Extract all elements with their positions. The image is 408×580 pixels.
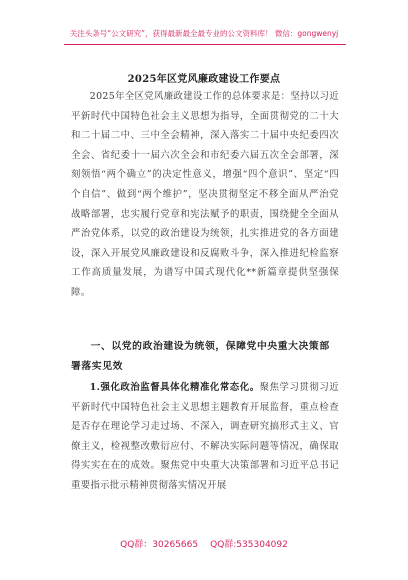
- subsection-paragraph: [71, 378, 339, 496]
- section-heading: 一、以党的政治建设为统领，保障党中央重大决策部署落实见效: [71, 341, 330, 372]
- document-title: 2025年区党风廉政建设工作要点: [127, 74, 281, 85]
- subsection-body: 聚焦学习贯彻习近平新时代中国特色社会主义思想主题教育开展监督，重点检查是否存在理论学习走过场、不深入，调查研究搞形式主义、官僚主义，检视整改敷衍应付、不解决实际问题等情况，确保取得实实在在的成效。聚焦党中央重大决策部署和习近平总书记重要指示批示精神贯彻落实情况开展: [71, 382, 339, 491]
- subsection-lead: 1.强化政治监督具体化精准化常态化。: [89, 382, 260, 393]
- footer-qq-group-2: QQ群:535304092: [210, 540, 288, 550]
- footer-qq-group-1: QQ群：30265665: [120, 540, 199, 550]
- footer-contact: [0, 537, 408, 550]
- header-divider: [64, 44, 346, 45]
- header-banner: 关注头条号“公文研究”，获得最新最全最专业的公文资料库！ 微信：gongwenyj: [69, 29, 339, 38]
- intro-paragraph: 2025年全区党风廉政建设工作的总体要求是：坚持以习近平新时代中国特色社会主义思想为指导，全面贯彻党的二十大和二十届二中、三中全会精神，深入落实二十届中央纪委四次全会、省纪委十一届六次全会和市纪委六届五次全会部署，深刻领悟“两个确立”的决定性意义，增强“四个意识”、坚定“四个自信”、做到“两个维护”，坚决贯彻坚定不移全面从严治党战略部署，忠实履行党章和宪法赋予的职责，围绕健全全面从严治党体系，以党的政治建设为统领，扎实推进党的各方面建设，深入开展党风廉政建设和反腐败斗争，深入推进纪检监察工作高质量发展，为谱写中国式现代化**新篇章提供坚强保障。: [71, 91, 339, 298]
